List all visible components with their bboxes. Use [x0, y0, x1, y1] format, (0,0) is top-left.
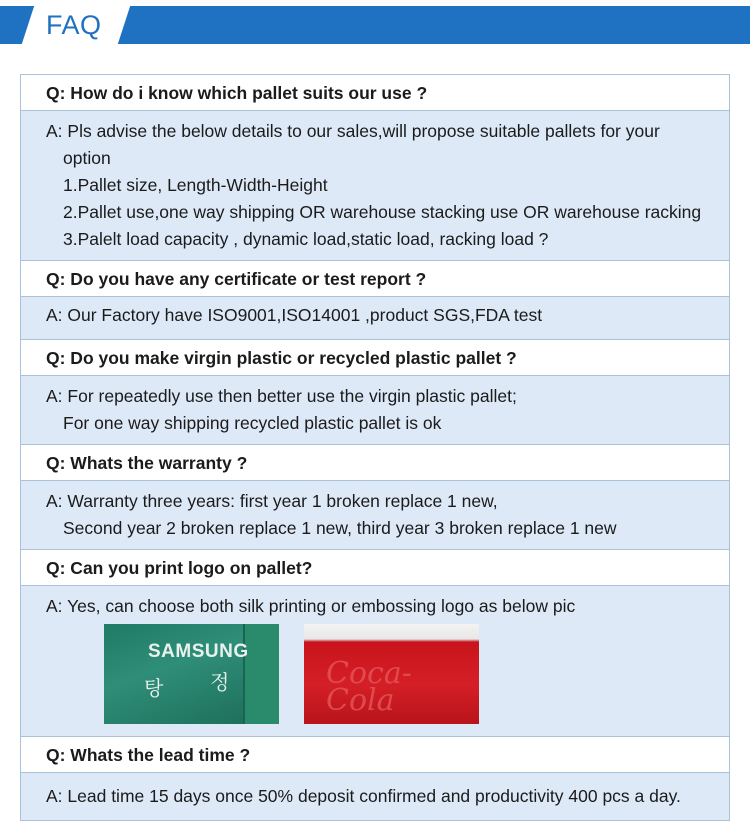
answer-line: For one way shipping recycled plastic pallet is ok: [63, 413, 442, 433]
faq-question-2: Q: Do you have any certificate or test report ?: [21, 261, 729, 297]
answer-line: A: Warranty three years: first year 1 broken replace 1 new,: [46, 491, 498, 511]
faq-question-1: Q: How do i know which pallet suits our use ?: [21, 75, 729, 111]
faq-answer-5: [21, 586, 729, 737]
faq-answer-3: [21, 376, 729, 445]
faq-answer-1: [21, 111, 729, 261]
answer-line: A: Pls advise the below details to our sales,will propose suitable pallets for your: [46, 121, 660, 141]
answer-line: 2.Pallet use,one way shipping OR warehouse stacking use OR warehouse racking: [63, 202, 702, 222]
coca-cola-logo-image: [304, 624, 479, 724]
faq-question-5: Q: Can you print logo on pallet?: [21, 550, 729, 586]
answer-line: option: [63, 148, 111, 168]
samsung-char-2: 정: [210, 672, 230, 694]
answer-line: A: Our Factory have ISO9001,ISO14001 ,product SGS,FDA test: [46, 305, 543, 325]
faq-table: [20, 74, 730, 821]
answer-line: A: Yes, can choose both silk printing or embossing logo as below pic: [46, 596, 576, 616]
faq-answer-6: [21, 773, 729, 820]
answer-line: 1.Pallet size, Length-Width-Height: [63, 175, 328, 195]
answer-line: Second year 2 broken replace 1 new, third year 3 broken replace 1 new: [63, 518, 617, 538]
faq-answer-2: [21, 297, 729, 340]
samsung-char-1: 탕: [144, 678, 164, 700]
faq-question-6: Q: Whats the lead time ?: [21, 737, 729, 773]
faq-question-4: Q: Whats the warranty ?: [21, 445, 729, 481]
samsung-logo-text: SAMSUNG: [148, 641, 249, 662]
faq-answer-4: [21, 481, 729, 550]
answer-line: A: For repeatedly use then better use the virgin plastic pallet;: [46, 386, 517, 406]
samsung-logo-image: [104, 624, 279, 724]
answer-line: 3.Palelt load capacity , dynamic load,static load, racking load ?: [63, 229, 549, 249]
logo-examples: [46, 620, 719, 726]
answer-line: A: Lead time 15 days once 50% deposit confirmed and productivity 400 pcs a day.: [46, 786, 681, 806]
faq-banner: [0, 6, 750, 44]
faq-question-3: Q: Do you make virgin plastic or recycled plastic pallet ?: [21, 340, 729, 376]
coca-cola-logo-text: Coca-Cola: [326, 656, 412, 718]
page-title: FAQ: [46, 10, 102, 40]
